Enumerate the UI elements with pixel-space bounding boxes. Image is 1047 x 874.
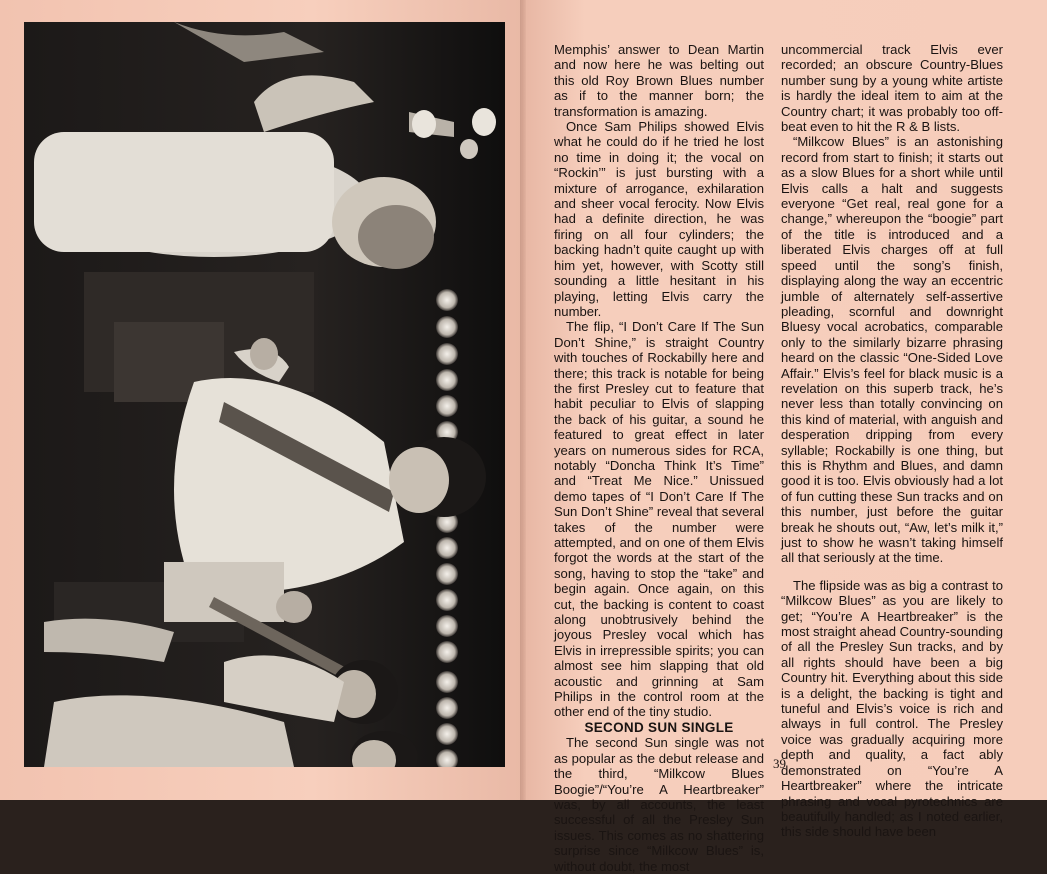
paragraph: uncommercial track Elvis ever recorded; an obscure Country-Blues number sung by a young white artiste is hardly the ideal item to aim at the Country chart; it was probably too off-beat even to hit the R & B lists. — [781, 42, 1003, 135]
stage-photo — [24, 22, 505, 767]
paragraph: The flip, “I Don’t Care If The Sun Don’t Shine,” is straight Country with touches of Rockabilly here and there; this track is notable for being the first Presley cut to feature that habit peculiar to Elvis of slapping the back of his guitar, a sound he featured to great effect in later years on numerous sides for RCA, notably “Doncha Think It’s Time” and “Treat Me Nice.” Unissued demo tapes of “I Don’t Care If The Sun Don’t Shine” reveal that several takes of the number were attempted, and on one of them Elvis forgot the words at the start of the song, having to stop the “take” and begin again. Once again, on this cut, the backing is content to coast along unobtrusively behind the joyous Presley vocal which has Elvis in irrepressible spirits; you can almost see him slapping that old acoustic and grinning at Sam Philips in the control room at the other end of the tiny studio. — [554, 319, 764, 720]
section-heading: SECOND SUN SINGLE — [584, 719, 734, 735]
paragraph: The second Sun single was not as popular as the debut release and the third, “Milkcow Blues Boogie”/“You’re A Heartbreaker” was, by all accounts, the least successful of all the Presley Sun issues. This comes as no shattering surprise since “Milkcow Blues” is, without doubt, the most — [554, 735, 764, 874]
paragraph: Memphis’ answer to Dean Martin and now here he was belting out this old Roy Brown Blues number as if to the manner born; the transformation is amazing. — [554, 42, 764, 119]
page-gutter — [520, 0, 526, 800]
paragraph: The flipside was as big a contrast to “Milkcow Blues” as you are likely to get; “You’re A Heartbreaker” is the most straight ahead Country-sounding of all the Presley Sun tracks, and by all rights should have been a big Country hit. Everything about this side is a delight, the backing is tight and tuneful and Elvis’s voice is rich and always in full control. The Presley voice was gradually acquiring more depth and quality, a fact ably demonstrated on “You’re A Heartbreaker” where the intricate phrasing and vocal pyrotechnics are beautifully handled; as I noted earlier, this side should have been — [781, 577, 1003, 840]
paragraph: Once Sam Philips showed Elvis what he could do if he tried he lost no time in doing it; the vocal on “Rockin’” is just bursting with a mixture of arrogance, exhilaration and sheer vocal ferocity. Now Elvis had a definite direction, he was firing on all four cylinders; the backing hadn’t quite caught up with him yet, however, with Scotty still sounding a little hesitant in his playing, letting Elvis carry the number. — [554, 119, 764, 319]
paragraph-spacer — [781, 566, 1003, 578]
paragraph: “Milkcow Blues” is an astonishing record from start to finish; it starts out as a slow Blues for a short while until Elvis calls a halt and suggests everyone “Get real, real gone for a change,” whereupon the “boogie” part of the title is introduced and a liberated Elvis charges off at full speed until the song’s finish, displaying along the way an eccentric jumble of alternately self-assertive pleading, scornful and downright Bluesy vocal acrobatics, comparable only to the similarly bizarre phrasing heard on the classic “One-Sided Love Affair.” Elvis’s feel for black music is a revelation on this superb track, he’s never less than totally convincing on this kind of material, with anguish and desperation dripping from every syllable; Rockabilly is one thing, but this is Rhythm and Blues, and damn good it is too. Elvis obviously had a lot of fun cutting these Sun tracks and on this number, just before the guitar break he shouts out, “Aw, let’s milk it,” just to show he wasn’t taking himself all that seriously at the time. — [781, 134, 1003, 566]
stage-photo-illustration — [24, 22, 505, 767]
page-number: 39 — [773, 756, 786, 771]
text-column-1 — [554, 42, 764, 874]
left-page — [0, 0, 522, 800]
text-column-2 — [781, 42, 1003, 840]
